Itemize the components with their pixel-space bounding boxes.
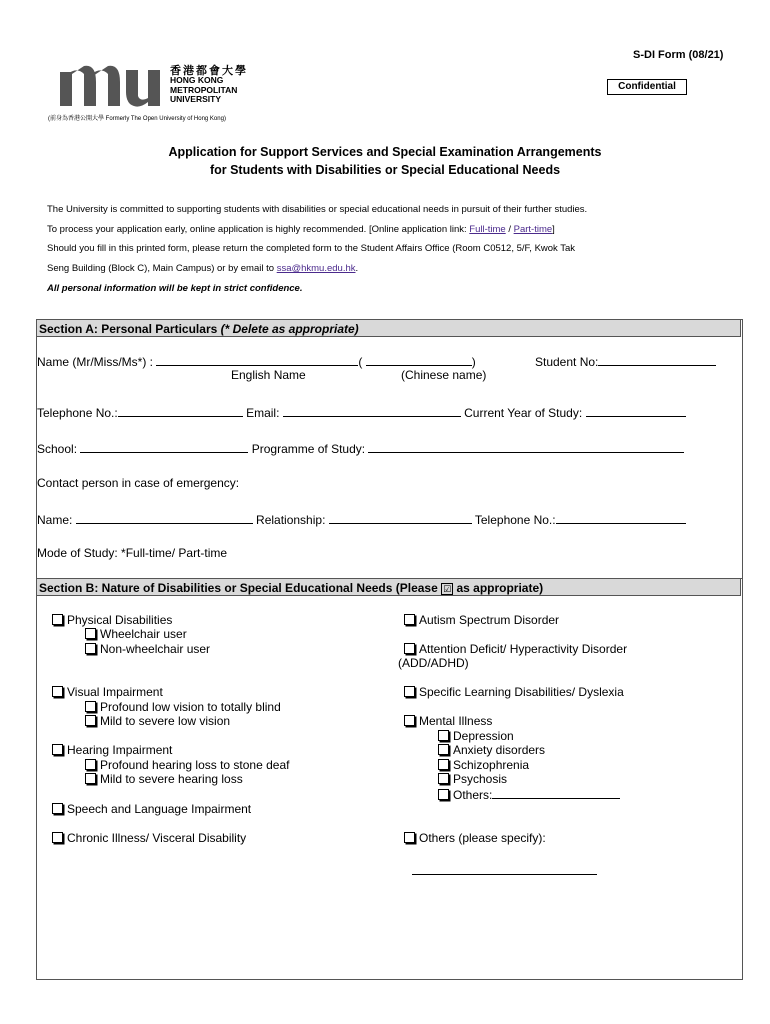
checkbox-profound-hearing[interactable]: Profound hearing loss to stone deaf <box>85 758 289 773</box>
logo-former-name: (前身為香港公開大學 Formerly The Open University of Hong Kong) <box>48 116 226 122</box>
checkbox-icon <box>85 643 96 654</box>
checkbox-icon <box>404 614 415 625</box>
parttime-link[interactable]: Part-time <box>513 224 553 235</box>
university-logo-icon <box>60 60 162 108</box>
checkbox-others[interactable]: Others (please specify): <box>404 831 546 846</box>
checkbox-icon <box>404 715 415 726</box>
email-link[interactable]: ssa@hkmu.edu.hk <box>276 263 356 274</box>
checkbox-schizophrenia[interactable]: Schizophrenia <box>438 758 529 773</box>
checkbox-icon <box>52 614 63 625</box>
emergency-name-field[interactable] <box>76 511 253 524</box>
checkbox-anxiety[interactable]: Anxiety disorders <box>438 743 545 758</box>
checkbox-speech[interactable]: Speech and Language Impairment <box>52 802 251 817</box>
form-title-line-1: Application for Support Services and Special Examination Arrangements <box>168 145 602 159</box>
checked-box-icon: ☑ <box>443 584 452 594</box>
logo-chinese-name: 香港都會大學 <box>170 65 248 77</box>
chinese-name-field[interactable] <box>366 353 472 366</box>
relationship-field[interactable] <box>329 511 472 524</box>
checkbox-wheelchair[interactable]: Wheelchair user <box>85 627 187 642</box>
checkbox-icon <box>404 686 415 697</box>
checkbox-icon <box>52 803 63 814</box>
intro-line-1: The University is committed to supporting students with disabilities or special educational needs in pursuit of their further studies. <box>47 204 588 215</box>
logo-english-name: HONG KONG METROPOLITAN UNIVERSITY <box>170 75 238 104</box>
name-row: Name (Mr/Miss/Ms*) : ( ) <box>37 355 476 369</box>
checkbox-mild-vision[interactable]: Mild to severe low vision <box>85 714 230 729</box>
programme-field[interactable] <box>368 440 684 453</box>
section-b-heading: Section B: Nature of Disabilities or Special Educational Needs (Please ☑ as appropriate) <box>36 578 741 596</box>
english-name-caption: English Name <box>231 368 306 382</box>
checkbox-hearing[interactable]: Hearing Impairment <box>52 743 172 758</box>
emergency-telephone-field[interactable] <box>556 511 686 524</box>
confidential-badge: Confidential <box>607 79 687 95</box>
emergency-contact-label: Contact person in case of emergency: <box>37 476 240 490</box>
telephone-field[interactable] <box>118 404 243 417</box>
checkbox-chronic[interactable]: Chronic Illness/ Visceral Disability <box>52 831 246 846</box>
student-no-field[interactable] <box>598 353 716 366</box>
email-field[interactable] <box>283 404 461 417</box>
school-field[interactable] <box>80 440 248 453</box>
checkbox-physical[interactable]: Physical Disabilities <box>52 613 172 628</box>
checkbox-icon <box>85 628 96 639</box>
others-specify-field[interactable] <box>412 874 597 875</box>
checkbox-icon <box>404 643 415 654</box>
emergency-row: Name: Relationship: Telephone No.: <box>37 511 686 527</box>
checkbox-icon <box>438 730 449 741</box>
checkbox-adhd[interactable]: Attention Deficit/ Hyperactivity Disorder <box>404 642 627 657</box>
intro-line-4: Seng Building (Block C), Main Campus) or by email to ssa@hkmu.edu.hk. <box>47 263 359 274</box>
checkbox-icon <box>438 773 449 784</box>
checkbox-depression[interactable]: Depression <box>438 729 514 744</box>
checkbox-icon <box>438 744 449 755</box>
checkbox-icon <box>438 759 449 770</box>
checkbox-icon <box>52 686 63 697</box>
checkbox-non-wheelchair[interactable]: Non-wheelchair user <box>85 642 210 657</box>
checkbox-sld[interactable]: Specific Learning Disabilities/ Dyslexia <box>404 685 624 700</box>
checkbox-profound-vision[interactable]: Profound low vision to totally blind <box>85 700 281 715</box>
checkbox-icon <box>85 701 96 712</box>
contact-row: Telephone No.: Email: Current Year of Study: <box>37 404 686 420</box>
checkbox-icon <box>85 759 96 770</box>
section-a-heading: Section A: Personal Particulars (* Delete as appropriate) <box>36 319 741 337</box>
mental-others-field[interactable] <box>492 787 620 799</box>
checkbox-icon <box>52 832 63 843</box>
checkbox-mental[interactable]: Mental Illness <box>404 714 492 729</box>
mode-of-study: Mode of Study: *Full-time/ Part-time <box>37 546 228 560</box>
fulltime-link[interactable]: Full-time <box>469 224 506 235</box>
checkbox-autism[interactable]: Autism Spectrum Disorder <box>404 613 559 628</box>
intro-line-3: Should you fill in this printed form, please return the completed form to the Student Affairs Office (Room C0512, 5/F, Kwok Tak <box>47 243 576 254</box>
form-title-line-2: for Students with Disabilities or Special Educational Needs <box>209 163 561 177</box>
checkbox-psychosis[interactable]: Psychosis <box>438 772 507 787</box>
checkbox-mild-hearing[interactable]: Mild to severe hearing loss <box>85 772 243 787</box>
form-code: S-DI Form (08/21) <box>633 49 724 61</box>
student-no-row: Student No: <box>535 353 716 369</box>
adhd-continuation: (ADD/ADHD) <box>398 656 469 670</box>
checkbox-icon <box>404 832 415 843</box>
intro-line-2: To process your application early, online application is highly recommended. [Online application link: Full-time / Part-time] <box>47 224 555 235</box>
checkbox-icon <box>85 715 96 726</box>
confidentiality-note: All personal information will be kept in strict confidence. <box>47 283 303 294</box>
english-name-field[interactable] <box>156 353 358 366</box>
chinese-name-caption: (Chinese name) <box>401 368 487 382</box>
checkbox-icon <box>52 744 63 755</box>
checkbox-mental-others[interactable]: Others: <box>438 787 620 803</box>
year-of-study-field[interactable] <box>586 404 686 417</box>
checkbox-icon <box>438 789 449 800</box>
checkbox-visual[interactable]: Visual Impairment <box>52 685 163 700</box>
checkbox-icon <box>85 773 96 784</box>
school-row: School: Programme of Study: <box>37 440 684 456</box>
